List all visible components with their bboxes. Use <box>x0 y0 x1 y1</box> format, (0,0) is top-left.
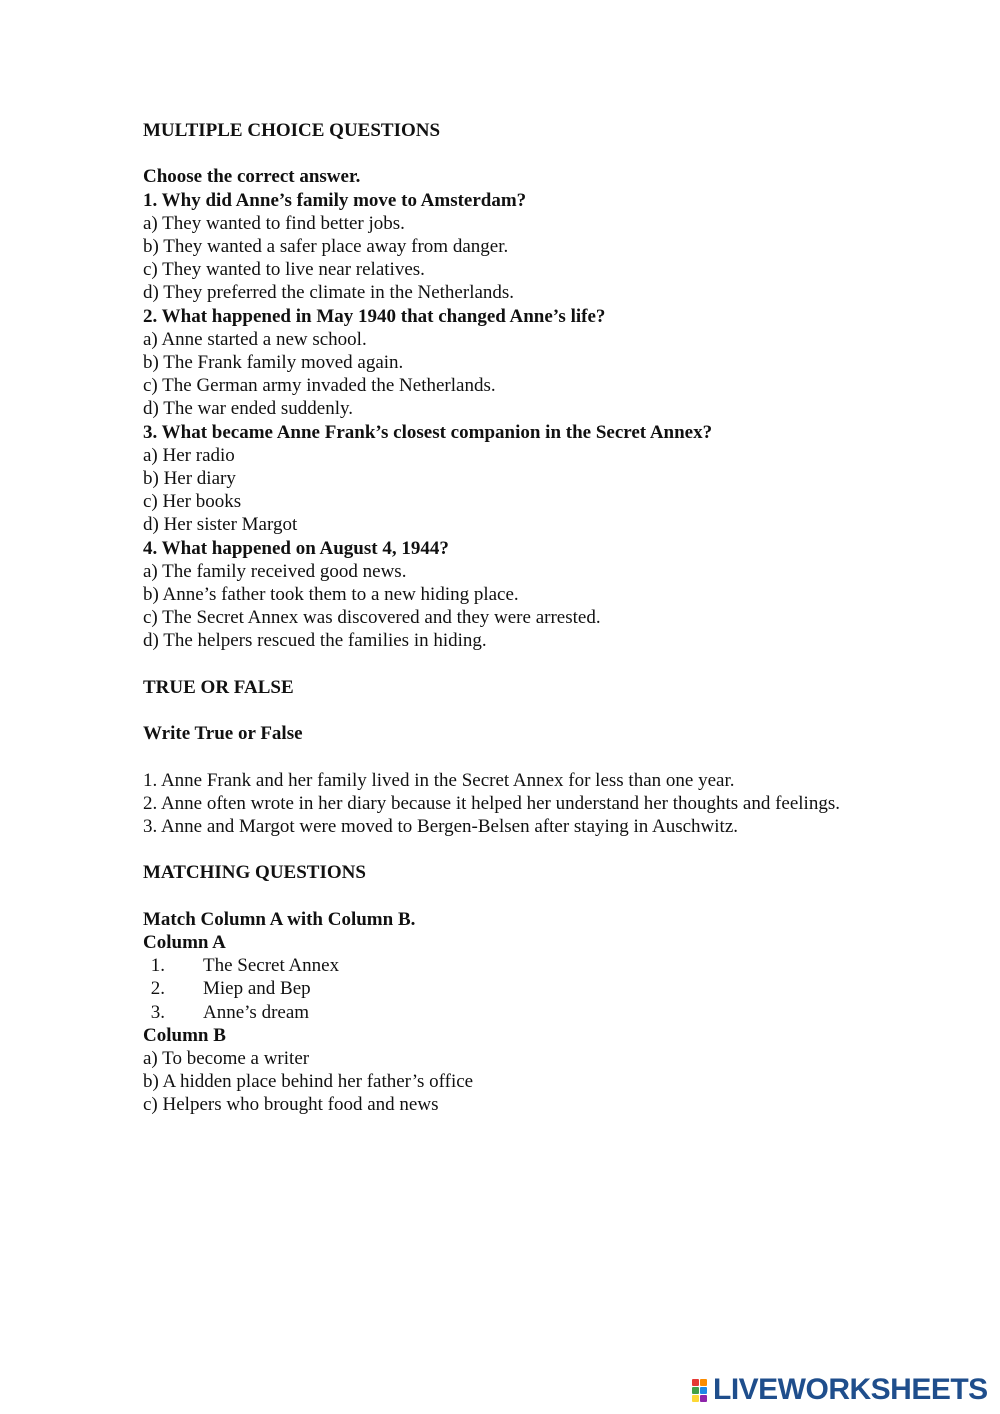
matching-heading: MATCHING QUESTIONS <box>143 862 366 884</box>
true-false-statement: 1. Anne Frank and her family lived in the Secret Annex for less than one year. <box>143 769 735 791</box>
mcq-heading: MULTIPLE CHOICE QUESTIONS <box>143 120 441 141</box>
question-text: 3. What became Anne Frank’s closest companion in the Secret Annex? <box>143 421 713 443</box>
column-b-item: b) A hidden place behind her father’s office <box>143 1071 474 1093</box>
column-a-item <box>143 954 843 977</box>
answer-option: d) The helpers rescued the families in hiding. <box>143 630 487 652</box>
column-b-item: a) To become a writer <box>143 1048 310 1070</box>
column-a-title: Column A <box>143 932 226 954</box>
answer-option: d) Her sister Margot <box>143 514 298 536</box>
mcq-question-1 <box>143 189 843 305</box>
item-text: Miep and Bep <box>203 978 311 1000</box>
liveworksheets-logo <box>692 1372 988 1408</box>
logo-block <box>692 1379 699 1386</box>
answer-option: b) Anne’s father took them to a new hiding place. <box>143 584 519 606</box>
logo-block <box>700 1395 707 1402</box>
true-false-statement: 2. Anne often wrote in her diary because it helped her understand her thoughts and feelings. <box>143 792 840 814</box>
mcq-question-4 <box>143 537 843 653</box>
answer-option: a) Her radio <box>143 444 235 466</box>
column-a-item <box>143 977 843 1000</box>
logo-block <box>692 1387 699 1394</box>
mcq-question-2 <box>143 305 843 421</box>
answer-option: b) Her diary <box>143 468 236 490</box>
answer-option: d) They preferred the climate in the Netherlands. <box>143 282 515 304</box>
mcq-instruction: Choose the correct answer. <box>143 166 361 188</box>
question-text: 1. Why did Anne’s family move to Amsterdam? <box>143 189 527 211</box>
column-a-list <box>143 954 843 1024</box>
item-number: 1. <box>150 955 165 977</box>
logo-block <box>692 1395 699 1402</box>
column-b-title: Column B <box>143 1024 226 1046</box>
item-number: 2. <box>150 978 165 1000</box>
answer-option: d) The war ended suddenly. <box>143 398 353 420</box>
true-false-heading: TRUE OR FALSE <box>143 676 294 698</box>
mcq-question-3 <box>143 421 843 537</box>
question-text: 4. What happened on August 4, 1944? <box>143 537 449 559</box>
answer-option: a) The family received good news. <box>143 560 407 582</box>
column-a-item <box>143 1001 843 1024</box>
true-false-instruction: Write True or False <box>143 723 303 745</box>
matching-instruction: Match Column A with Column B. <box>143 908 416 930</box>
logo-blocks-icon <box>692 1379 707 1402</box>
answer-option: c) The Secret Annex was discovered and they were arrested. <box>143 607 601 629</box>
answer-option: c) The German army invaded the Netherlands. <box>143 375 496 397</box>
question-text: 2. What happened in May 1940 that changed Anne’s life? <box>143 305 606 327</box>
item-text: Anne’s dream <box>203 1001 310 1023</box>
answer-option: a) Anne started a new school. <box>143 328 367 350</box>
logo-block <box>700 1387 707 1394</box>
item-number: 3. <box>150 1001 165 1023</box>
answer-option: a) They wanted to find better jobs. <box>143 212 405 234</box>
true-false-statement: 3. Anne and Margot were moved to Bergen-Belsen after staying in Auschwitz. <box>143 816 739 838</box>
column-b-item: c) Helpers who brought food and news <box>143 1094 439 1116</box>
answer-option: b) They wanted a safer place away from danger. <box>143 236 509 257</box>
answer-option: b) The Frank family moved again. <box>143 352 404 374</box>
worksheet-page <box>143 119 843 1117</box>
item-text: The Secret Annex <box>203 955 340 977</box>
answer-option: c) Her books <box>143 491 242 513</box>
logo-text: LIVEWORKSHEETS <box>713 1373 988 1407</box>
answer-option: c) They wanted to live near relatives. <box>143 259 425 281</box>
logo-block <box>700 1379 707 1386</box>
